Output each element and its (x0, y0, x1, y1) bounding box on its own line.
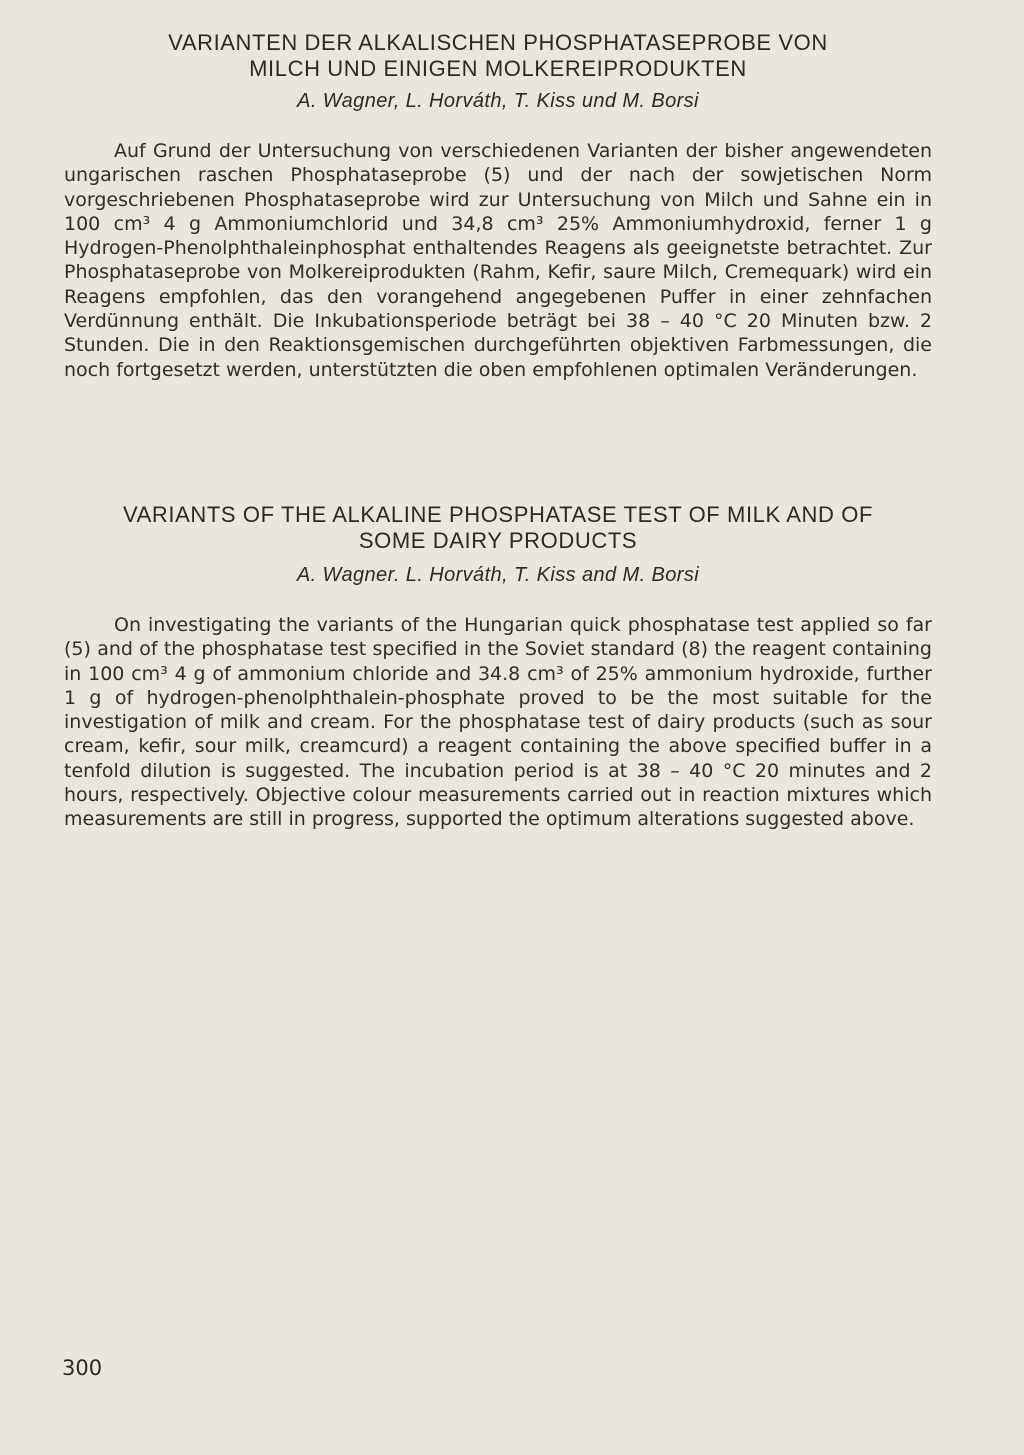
page-number: 300 (62, 1356, 103, 1380)
english-authors: A. Wagner. L. Horváth, T. Kiss and M. Borsi (296, 564, 700, 586)
german-authors: A. Wagner, L. Horváth, T. Kiss und M. Borsi (297, 90, 699, 112)
german-title-line1: VARIANTEN DER ALKALISCHEN PHOSPHATASEPROBE VON (168, 30, 828, 55)
german-abstract: Auf Grund der Untersuchung von verschiedenen Varianten der bisher angewendeten ungarischen raschen Phosphataseprobe (5) und der nach der sowjetischen Norm vorgeschriebenen Phosphataseprobe wird zur Untersuchung von Milch und Sahne ein in 100 cm³ 4 g Ammoniumchlorid und 34,8 cm³ 25% Ammoniumhydroxid, ferner 1 g Hydrogen-Phenolphthaleinphosphat enthaltendes Reagens als geeignetste betrachtet. Zur Phosphataseprobe von Molkereiprodukten (Rahm, Kefir, saure Milch, Cremequark) wird ein Reagens empfohlen, das den vorangehend angegebenen Puffer in einer zehnfachen Verdünnung enthält. Die Inkubationsperiode beträgt bei 38 – 40 °C 20 Minuten bzw. 2 Stunden. Die in den Reaktionsgemischen durchgeführten objektiven Farbmessungen, die noch fortgesetzt werden, unterstützten die oben empfohlenen optimalen Veränderungen. (64, 140, 932, 381)
german-title (64, 30, 932, 82)
german-abstract-section (64, 30, 932, 382)
english-title-line1: VARIANTS OF THE ALKALINE PHOSPHATASE TEST OF MILK AND OF (123, 502, 873, 527)
english-title-line2: SOME DAIRY PRODUCTS (358, 528, 638, 553)
german-title-line2: MILCH UND EINIGEN MOLKEREIPRODUKTEN (249, 56, 747, 81)
english-abstract: On investigating the variants of the Hungarian quick phosphatase test applied so far (5) and of the phosphatase test specified in the Soviet standard (8) the reagent containing in 100 cm³ 4 g of ammonium chloride and 34.8 cm³ of 25% ammonium hydroxide, further 1 g of hydrogen-phenolphthalein-phosphate proved to be the most suitable for the investigation of milk and cream. For the phosphatase test of dairy products (such as sour cream, kefir, sour milk, creamcurd) a reagent containing the above specified buffer in a tenfold dilution is suggested. The incubation period is at 38 – 40 °C 20 minutes and 2 hours, respectively. Objective colour measurements carried out in reaction mixtures which measurements are still in progress, supported the optimum alterations suggested above. (64, 614, 932, 831)
english-abstract-section (64, 502, 932, 832)
english-title (64, 502, 932, 554)
